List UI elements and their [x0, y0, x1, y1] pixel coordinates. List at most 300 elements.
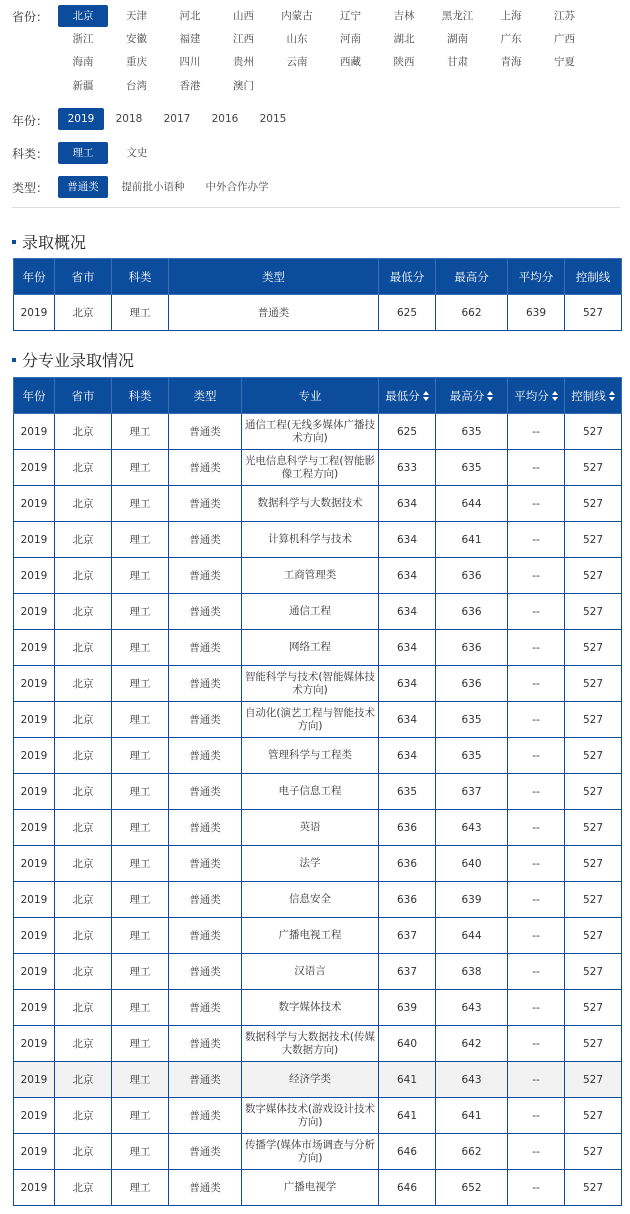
province-option-25[interactable]: 西藏	[340, 56, 361, 68]
table-cell: 普通类	[169, 630, 242, 666]
table-cell: 理工	[112, 882, 169, 918]
table-cell: --	[508, 630, 565, 666]
column-header	[55, 378, 112, 414]
table-cell: 2019	[14, 774, 55, 810]
province-option-3[interactable]: 山西	[233, 10, 254, 22]
table-cell: 640	[379, 1026, 436, 1062]
table-cell: 北京	[55, 774, 112, 810]
table-cell: --	[508, 1134, 565, 1170]
table-cell: 642	[436, 1026, 508, 1062]
table-cell: 639	[379, 990, 436, 1026]
table-cell: 527	[565, 738, 622, 774]
province-option-33[interactable]: 澳门	[233, 80, 254, 92]
table-cell: 2019	[14, 810, 55, 846]
table-row	[14, 738, 622, 774]
table-cell: 北京	[55, 558, 112, 594]
table-cell: 635	[436, 738, 508, 774]
table-cell: 理工	[112, 594, 169, 630]
table-cell: 智能科学与技术(智能媒体技术方向)	[242, 666, 379, 702]
province-option-0[interactable]: 北京	[58, 5, 108, 27]
table-cell: 527	[565, 450, 622, 486]
divider	[12, 207, 620, 208]
table-cell: 普通类	[169, 990, 242, 1026]
table-cell: --	[508, 594, 565, 630]
table-cell: 641	[436, 1098, 508, 1134]
province-option-22[interactable]: 四川	[179, 56, 201, 68]
table-row	[14, 990, 622, 1026]
province-option-28[interactable]: 青海	[500, 56, 522, 68]
table-cell: 635	[436, 450, 508, 486]
province-option-8[interactable]: 上海	[500, 10, 522, 22]
table-cell: 理工	[112, 954, 169, 990]
table-cell: 527	[565, 1098, 622, 1134]
table-cell: 普通类	[169, 414, 242, 450]
province-option-18[interactable]: 广东	[500, 33, 522, 45]
province-option-19[interactable]: 广西	[554, 33, 575, 45]
year-option-2017[interactable]: 2017	[163, 113, 191, 125]
table-cell: 2019	[14, 954, 55, 990]
province-option-15[interactable]: 河南	[340, 33, 361, 45]
table-cell: 普通类	[169, 1170, 242, 1206]
table-cell: 527	[565, 954, 622, 990]
table-cell: 北京	[55, 810, 112, 846]
table-cell: 传播学(媒体市场调查与分析方向)	[242, 1134, 379, 1170]
province-filter-label: 省份：	[12, 10, 49, 24]
table-cell: --	[508, 810, 565, 846]
table-cell: 634	[379, 702, 436, 738]
table-row	[14, 846, 622, 882]
table-cell: --	[508, 954, 565, 990]
table-cell: 理工	[112, 414, 169, 450]
column-header	[508, 259, 565, 295]
type-option-0[interactable]: 普通类	[58, 176, 108, 198]
table-cell: --	[508, 702, 565, 738]
year-option-2016[interactable]: 2016	[211, 113, 239, 125]
table-cell: 法学	[242, 846, 379, 882]
column-header-label: 科类	[128, 269, 152, 284]
table-cell: 通信工程	[242, 594, 379, 630]
table-cell: 普通类	[169, 558, 242, 594]
table-cell: 普通类	[169, 810, 242, 846]
table-cell: 普通类	[169, 594, 242, 630]
table-cell: 527	[565, 295, 622, 331]
table-cell: --	[508, 486, 565, 522]
table-cell: 527	[565, 702, 622, 738]
table-cell: 633	[379, 450, 436, 486]
table-cell: 数据科学与大数据技术(传媒大数据方向)	[242, 1026, 379, 1062]
table-cell: 普通类	[169, 1062, 242, 1098]
table-cell: 2019	[14, 1098, 55, 1134]
province-option-31[interactable]: 台湾	[126, 80, 147, 92]
table-row	[14, 295, 622, 331]
column-header-label: 平均分	[514, 388, 549, 403]
table-cell: 641	[379, 1098, 436, 1134]
table-cell: 北京	[55, 702, 112, 738]
table-cell: 经济学类	[242, 1062, 379, 1098]
year-filter-label: 年份：	[12, 114, 49, 128]
column-header-label: 平均分	[518, 269, 554, 284]
province-option-24[interactable]: 云南	[286, 56, 308, 68]
table-cell: 2019	[14, 486, 55, 522]
column-header-label: 最低分	[389, 269, 425, 284]
table-cell: 北京	[55, 630, 112, 666]
table-cell: 527	[565, 522, 622, 558]
sort-icon[interactable]	[487, 391, 493, 401]
province-option-4[interactable]: 内蒙古	[281, 10, 313, 22]
province-option-1[interactable]: 天津	[126, 10, 147, 22]
column-header	[112, 259, 169, 295]
table-cell: 637	[379, 918, 436, 954]
column-header	[379, 259, 436, 295]
majors-title-text: 分专业录取情况	[22, 351, 135, 370]
table-cell: 2019	[14, 918, 55, 954]
table-cell: 北京	[55, 1134, 112, 1170]
table-cell: 636	[436, 594, 508, 630]
table-cell: 662	[436, 1134, 508, 1170]
table-cell: 普通类	[169, 1098, 242, 1134]
table-cell: 634	[379, 630, 436, 666]
table-cell: 641	[436, 522, 508, 558]
province-option-6[interactable]: 吉林	[393, 10, 415, 22]
table-row	[14, 450, 622, 486]
table-cell: 理工	[112, 1062, 169, 1098]
table-cell: 自动化(演艺工程与智能技术方向)	[242, 702, 379, 738]
table-row	[14, 558, 622, 594]
table-cell: 北京	[55, 846, 112, 882]
province-option-9[interactable]: 江苏	[554, 10, 575, 22]
table-cell: 理工	[112, 738, 169, 774]
table-cell: 637	[436, 774, 508, 810]
table-cell: 汉语言	[242, 954, 379, 990]
table-cell: --	[508, 1170, 565, 1206]
table-cell: 527	[565, 558, 622, 594]
column-header	[14, 259, 55, 295]
column-header-label: 省市	[71, 269, 95, 284]
table-cell: 普通类	[169, 295, 379, 331]
table-row	[14, 1134, 622, 1170]
table-cell: 634	[379, 738, 436, 774]
table-cell: 643	[436, 810, 508, 846]
category-option-0[interactable]: 理工	[58, 142, 108, 164]
table-cell: 636	[379, 846, 436, 882]
table-cell: 英语	[242, 810, 379, 846]
table-row	[14, 1062, 622, 1098]
column-header-label: 科类	[128, 388, 152, 403]
table-cell: 643	[436, 990, 508, 1026]
table-cell: 理工	[112, 450, 169, 486]
title-bullet	[12, 240, 16, 244]
table-cell: 643	[436, 1062, 508, 1098]
table-cell: 北京	[55, 990, 112, 1026]
table-cell: 636	[436, 630, 508, 666]
table-cell: --	[508, 414, 565, 450]
table-cell: 普通类	[169, 666, 242, 702]
table-cell: 北京	[55, 522, 112, 558]
title-bullet	[12, 358, 16, 362]
column-header	[169, 259, 379, 295]
column-header-label: 最高分	[449, 388, 485, 403]
year-option-2019[interactable]: 2019	[58, 108, 104, 130]
table-cell: 理工	[112, 1134, 169, 1170]
table-cell: 普通类	[169, 918, 242, 954]
table-cell: 527	[565, 1170, 622, 1206]
table-cell: 北京	[55, 295, 112, 331]
table-cell: 北京	[55, 594, 112, 630]
table-cell: 2019	[14, 414, 55, 450]
column-header-label: 专业	[298, 388, 322, 403]
type-filter-label: 类型：	[12, 181, 49, 195]
table-cell: 普通类	[169, 954, 242, 990]
table-cell: 641	[379, 1062, 436, 1098]
column-header-label: 类型	[262, 269, 285, 284]
table-cell: --	[508, 522, 565, 558]
column-header-label: 年份	[22, 269, 46, 284]
table-cell: 管理科学与工程类	[242, 738, 379, 774]
table-cell: 2019	[14, 630, 55, 666]
table-cell: 北京	[55, 1098, 112, 1134]
province-option-14[interactable]: 山东	[286, 33, 308, 45]
table-cell: --	[508, 558, 565, 594]
table-cell: 普通类	[169, 1026, 242, 1062]
table-cell: 2019	[14, 1170, 55, 1206]
province-option-30[interactable]: 新疆	[72, 80, 94, 92]
table-row	[14, 1026, 622, 1062]
province-option-2[interactable]: 河北	[179, 10, 201, 22]
table-cell: 635	[379, 774, 436, 810]
table-cell: 636	[379, 882, 436, 918]
table-cell: 638	[436, 954, 508, 990]
table-row	[14, 918, 622, 954]
table-cell: 理工	[112, 486, 169, 522]
table-cell: 2019	[14, 702, 55, 738]
table-cell: 普通类	[169, 702, 242, 738]
table-cell: 广播电视学	[242, 1170, 379, 1206]
table-cell: 理工	[112, 846, 169, 882]
table-cell: 计算机科学与技术	[242, 522, 379, 558]
province-option-26[interactable]: 陕西	[393, 56, 415, 68]
table-cell: 理工	[112, 630, 169, 666]
column-header-label: 类型	[193, 388, 217, 403]
table-cell: 625	[379, 295, 436, 331]
province-option-29[interactable]: 宁夏	[554, 56, 575, 68]
table-cell: 527	[565, 810, 622, 846]
year-option-2018[interactable]: 2018	[115, 113, 143, 125]
table-cell: 数字媒体技术(游戏设计技术方向)	[242, 1098, 379, 1134]
table-cell: 信息安全	[242, 882, 379, 918]
table-cell: 北京	[55, 666, 112, 702]
table-row	[14, 882, 622, 918]
table-cell: 527	[565, 918, 622, 954]
type-option-2[interactable]: 中外合作办学	[205, 181, 269, 193]
table-cell: 2019	[14, 558, 55, 594]
table-cell: 634	[379, 522, 436, 558]
majors-table	[13, 377, 622, 1206]
column-header-label: 控制线	[575, 269, 611, 284]
table-cell: 662	[436, 295, 508, 331]
table-cell: 理工	[112, 918, 169, 954]
table-row	[14, 774, 622, 810]
table-cell: 527	[565, 414, 622, 450]
column-header[interactable]	[508, 378, 565, 414]
table-cell: 527	[565, 594, 622, 630]
table-cell: 北京	[55, 918, 112, 954]
table-cell: 普通类	[169, 486, 242, 522]
table-cell: 2019	[14, 1062, 55, 1098]
table-cell: 634	[379, 486, 436, 522]
table-cell: 527	[565, 1134, 622, 1170]
table-cell: 普通类	[169, 774, 242, 810]
column-header	[14, 378, 55, 414]
column-header	[55, 259, 112, 295]
table-cell: --	[508, 1098, 565, 1134]
table-cell: 2019	[14, 450, 55, 486]
province-option-32[interactable]: 香港	[179, 80, 201, 92]
table-cell: 2019	[14, 295, 55, 331]
category-option-1[interactable]: 文史	[126, 147, 148, 159]
province-option-21[interactable]: 重庆	[126, 56, 147, 68]
table-cell: 电子信息工程	[242, 774, 379, 810]
table-cell: 646	[379, 1170, 436, 1206]
table-cell: 634	[379, 594, 436, 630]
table-cell: 635	[436, 702, 508, 738]
column-header	[169, 378, 242, 414]
column-header[interactable]	[379, 378, 436, 414]
table-cell: 2019	[14, 594, 55, 630]
table-cell: --	[508, 738, 565, 774]
category-filter-label: 科类：	[12, 147, 49, 161]
column-header-label: 年份	[22, 388, 46, 403]
table-cell: 理工	[112, 558, 169, 594]
table-cell: 北京	[55, 738, 112, 774]
province-option-12[interactable]: 福建	[179, 33, 201, 45]
table-cell: 2019	[14, 1134, 55, 1170]
table-cell: 北京	[55, 1026, 112, 1062]
sort-icon[interactable]	[552, 391, 558, 401]
table-cell: 理工	[112, 1170, 169, 1206]
table-row	[14, 414, 622, 450]
majors-section-title	[12, 348, 134, 371]
table-cell: 理工	[112, 666, 169, 702]
column-header	[242, 378, 379, 414]
table-row	[14, 666, 622, 702]
column-header	[112, 378, 169, 414]
overview-title-text: 录取概况	[22, 233, 87, 252]
sort-icon[interactable]	[423, 391, 429, 401]
year-option-2015[interactable]: 2015	[259, 113, 287, 125]
province-option-11[interactable]: 安徽	[126, 33, 147, 45]
table-cell: 636	[436, 558, 508, 594]
table-cell: 634	[379, 558, 436, 594]
table-cell: --	[508, 918, 565, 954]
table-cell: 北京	[55, 882, 112, 918]
sort-icon[interactable]	[609, 391, 615, 401]
column-header[interactable]	[436, 378, 508, 414]
table-cell: 2019	[14, 522, 55, 558]
table-cell: 理工	[112, 1098, 169, 1134]
column-header	[436, 259, 508, 295]
table-cell: 普通类	[169, 738, 242, 774]
table-row	[14, 486, 622, 522]
table-cell: --	[508, 846, 565, 882]
province-option-17[interactable]: 湖南	[447, 33, 468, 45]
province-option-10[interactable]: 浙江	[72, 33, 94, 45]
table-cell: 理工	[112, 702, 169, 738]
table-cell: 527	[565, 990, 622, 1026]
table-cell: 北京	[55, 450, 112, 486]
table-cell: 普通类	[169, 846, 242, 882]
table-cell: 527	[565, 666, 622, 702]
table-cell: 理工	[112, 810, 169, 846]
table-cell: --	[508, 990, 565, 1026]
table-cell: 527	[565, 630, 622, 666]
table-cell: 理工	[112, 774, 169, 810]
table-cell: 广播电视工程	[242, 918, 379, 954]
table-cell: 理工	[112, 522, 169, 558]
table-cell: 2019	[14, 846, 55, 882]
table-cell: 北京	[55, 954, 112, 990]
table-cell: --	[508, 774, 565, 810]
province-option-27[interactable]: 甘肃	[447, 56, 468, 68]
table-cell: 普通类	[169, 882, 242, 918]
table-cell: 652	[436, 1170, 508, 1206]
table-cell: 普通类	[169, 450, 242, 486]
table-cell: 2019	[14, 738, 55, 774]
table-cell: 625	[379, 414, 436, 450]
table-cell: 646	[379, 1134, 436, 1170]
table-cell: --	[508, 1026, 565, 1062]
column-header-label: 最低分	[385, 388, 420, 403]
province-option-7[interactable]: 黑龙江	[441, 10, 474, 22]
table-cell: 2019	[14, 666, 55, 702]
type-option-1[interactable]: 提前批小语种	[121, 181, 185, 193]
table-cell: 634	[379, 666, 436, 702]
table-row	[14, 630, 622, 666]
table-row	[14, 522, 622, 558]
table-cell: 数字媒体技术	[242, 990, 379, 1026]
province-option-5[interactable]: 辽宁	[340, 10, 361, 22]
column-header-label: 最高分	[454, 269, 489, 284]
table-cell: 527	[565, 882, 622, 918]
table-cell: --	[508, 666, 565, 702]
table-cell: --	[508, 450, 565, 486]
table-cell: 637	[379, 954, 436, 990]
table-cell: 北京	[55, 1062, 112, 1098]
column-header	[565, 259, 622, 295]
table-row	[14, 594, 622, 630]
table-cell: 2019	[14, 1026, 55, 1062]
table-cell: 普通类	[169, 1134, 242, 1170]
table-cell: 通信工程(无线多媒体广播技术方向)	[242, 414, 379, 450]
table-cell: 644	[436, 918, 508, 954]
table-row	[14, 810, 622, 846]
province-option-20[interactable]: 海南	[72, 56, 94, 68]
table-cell: 527	[565, 486, 622, 522]
table-cell: 理工	[112, 990, 169, 1026]
overview-table	[13, 258, 622, 331]
province-option-23[interactable]: 贵州	[233, 56, 254, 68]
table-cell: 527	[565, 846, 622, 882]
table-cell: --	[508, 882, 565, 918]
province-option-16[interactable]: 湖北	[393, 33, 415, 45]
province-option-13[interactable]: 江西	[233, 33, 254, 45]
table-cell: 理工	[112, 1026, 169, 1062]
overview-section-title	[12, 230, 86, 253]
column-header[interactable]	[565, 378, 622, 414]
table-cell: 北京	[55, 414, 112, 450]
table-row	[14, 954, 622, 990]
table-cell: 普通类	[169, 522, 242, 558]
table-cell: 644	[436, 486, 508, 522]
